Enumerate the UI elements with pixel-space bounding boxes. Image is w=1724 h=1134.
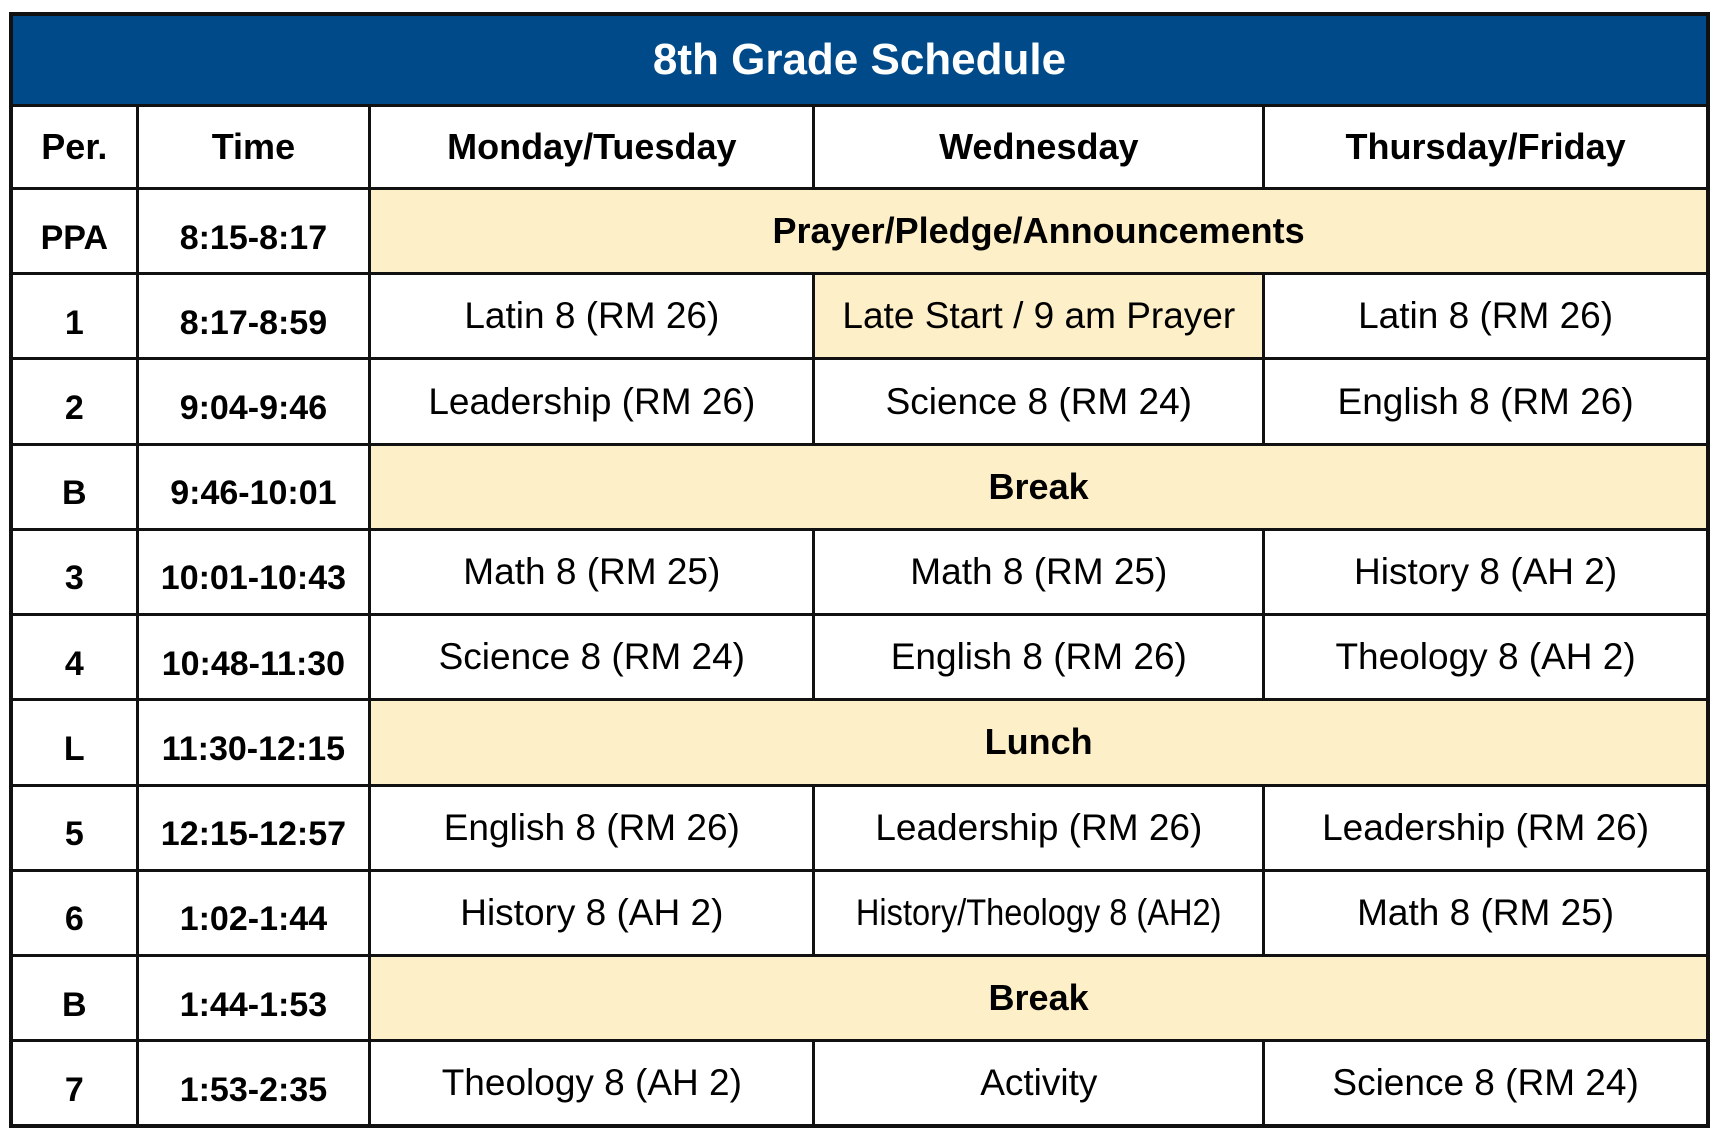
monday-tuesday-class: Math 8 (RM 25) <box>370 529 814 614</box>
table-row <box>11 870 1708 955</box>
thursday-friday-class: Leadership (RM 26) <box>1264 785 1708 870</box>
time-cell: 9:04-9:46 <box>137 359 370 444</box>
wednesday-class: Activity <box>814 1041 1264 1126</box>
monday-tuesday-class: Latin 8 (RM 26) <box>370 274 814 359</box>
period-cell: PPA <box>11 189 137 274</box>
schedule-title: 8th Grade Schedule <box>11 14 1708 106</box>
table-row <box>11 444 1708 529</box>
wednesday-class: Leadership (RM 26) <box>814 785 1264 870</box>
time-cell: 8:17-8:59 <box>137 274 370 359</box>
monday-tuesday-class: English 8 (RM 26) <box>370 785 814 870</box>
wednesday-class: Math 8 (RM 25) <box>814 529 1264 614</box>
period-cell: L <box>11 700 137 785</box>
wednesday-class <box>814 870 1264 955</box>
monday-tuesday-class: History 8 (AH 2) <box>370 870 814 955</box>
monday-tuesday-class: Leadership (RM 26) <box>370 359 814 444</box>
time-cell: 1:02-1:44 <box>137 870 370 955</box>
period-cell: 4 <box>11 615 137 700</box>
thursday-friday-class: Science 8 (RM 24) <box>1264 1041 1708 1126</box>
period-cell: 3 <box>11 529 137 614</box>
wednesday-class-label: History/Theology 8 (AH2) <box>856 891 1222 933</box>
span-activity-cell: Lunch <box>370 700 1708 785</box>
span-activity-cell: Break <box>370 955 1708 1040</box>
span-activity-cell: Break <box>370 444 1708 529</box>
time-cell: 10:48-11:30 <box>137 615 370 700</box>
monday-tuesday-class: Science 8 (RM 24) <box>370 615 814 700</box>
header-time: Time <box>137 106 370 189</box>
wednesday-class: English 8 (RM 26) <box>814 615 1264 700</box>
thursday-friday-class: Theology 8 (AH 2) <box>1264 615 1708 700</box>
header-monday-tuesday: Monday/Tuesday <box>370 106 814 189</box>
monday-tuesday-class: Theology 8 (AH 2) <box>370 1041 814 1126</box>
table-row <box>11 1041 1708 1126</box>
thursday-friday-class: English 8 (RM 26) <box>1264 359 1708 444</box>
thursday-friday-class: Math 8 (RM 25) <box>1264 870 1708 955</box>
period-cell: 2 <box>11 359 137 444</box>
thursday-friday-class: History 8 (AH 2) <box>1264 529 1708 614</box>
table-row <box>11 189 1708 274</box>
header-wednesday: Wednesday <box>814 106 1264 189</box>
span-activity-cell: Prayer/Pledge/Announcements <box>370 189 1708 274</box>
table-row <box>11 700 1708 785</box>
time-cell: 12:15-12:57 <box>137 785 370 870</box>
header-thursday-friday: Thursday/Friday <box>1264 106 1708 189</box>
table-row <box>11 955 1708 1040</box>
time-cell: 9:46-10:01 <box>137 444 370 529</box>
period-cell: 5 <box>11 785 137 870</box>
period-cell: 6 <box>11 870 137 955</box>
thursday-friday-class: Latin 8 (RM 26) <box>1264 274 1708 359</box>
wednesday-class: Science 8 (RM 24) <box>814 359 1264 444</box>
table-row <box>11 785 1708 870</box>
period-cell: 7 <box>11 1041 137 1126</box>
time-cell: 10:01-10:43 <box>137 529 370 614</box>
period-cell: B <box>11 955 137 1040</box>
time-cell: 1:44-1:53 <box>137 955 370 1040</box>
schedule-table <box>9 12 1710 1128</box>
table-row <box>11 529 1708 614</box>
time-cell: 1:53-2:35 <box>137 1041 370 1126</box>
period-cell: 1 <box>11 274 137 359</box>
time-cell: 8:15-8:17 <box>137 189 370 274</box>
table-row <box>11 274 1708 359</box>
time-cell: 11:30-12:15 <box>137 700 370 785</box>
header-period: Per. <box>11 106 137 189</box>
wednesday-class: Late Start / 9 am Prayer <box>814 274 1264 359</box>
period-cell: B <box>11 444 137 529</box>
table-row <box>11 615 1708 700</box>
table-row <box>11 359 1708 444</box>
